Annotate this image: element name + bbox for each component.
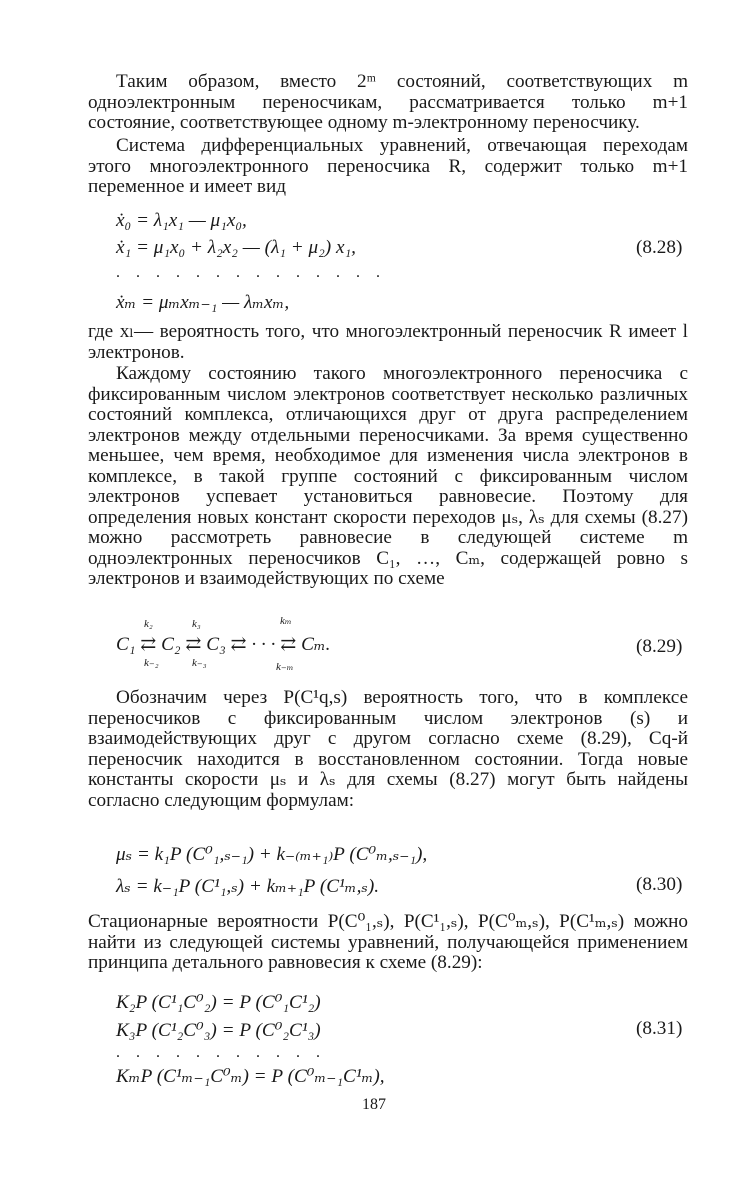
equation-8-28-line-2: ẋ₁ = μ₁x₀ + λ₂x₂ — (λ₁ + μ₂) x₁, <box>116 237 356 258</box>
paragraph-3-text: где xₗ— вероятность того, что многоэлектронный переносчик R имеет l электронов. <box>88 321 688 363</box>
paragraph-1 <box>88 72 688 134</box>
equation-number-8-29: (8.29) <box>636 636 683 657</box>
equation-8-28-line-3: ẋₘ = μₘxₘ₋₁ — λₘxₘ, <box>116 292 290 313</box>
paragraph-1-text: Таким образом, вместо 2ᵐ состояний, соответствующих m одноэлектронным переносчикам, рассматривается только m+1 состояние, соответствующее одному m-электронному переносчику. <box>88 71 688 133</box>
equation-8-28-ellipsis: . . . . . . . . . . . . . . <box>116 264 386 281</box>
equation-8-31-line-2: K₃P (C¹₂C⁰₃) = P (C⁰₂C¹₃) <box>116 1020 321 1041</box>
scheme-body: C₁ ⇄ C₂ ⇄ C₃ ⇄ · · · ⇄ Cₘ. <box>116 634 331 655</box>
scheme-rate-top-2: k₃ <box>192 618 201 630</box>
paragraph-5 <box>88 688 688 811</box>
paragraph-6 <box>88 912 688 974</box>
page-number: 187 <box>362 1096 386 1113</box>
scheme-rate-bottom-1: k₋₂ <box>144 657 159 669</box>
equation-8-31-line-3: KₘP (C¹ₘ₋₁C⁰ₘ) = P (C⁰ₘ₋₁C¹ₘ), <box>116 1066 385 1087</box>
equation-number-8-30: (8.30) <box>636 874 683 895</box>
equation-8-28-line-1: ẋ₀ = λ₁x₁ — μ₁x₀, <box>116 210 247 231</box>
paragraph-4-text: Каждому состоянию такого многоэлектронного переносчика с фиксированным числом электронов соответствует несколько различных состояний комплекса, отличающихся друг от друга распределением электронов между отдельными переносчиками. За время существенно меньшее, чем время, необходимое для изменения числа электронов в комплексе, в такой группе состояний с фиксированным числом электронов успевает установиться равновесие. Поэтому для определения новых констант скорости переходов μₛ, λₛ для схемы (8.27) можно рассмотреть равновесие в следующей системе m одноэлектронных переносчиков C₁, …, Cₘ, содержащей ровно s электронов и взаимодействующих по схеме <box>88 363 688 589</box>
equation-8-31-line-1: K₂P (C¹₁C⁰₂) = P (C⁰₁C¹₂) <box>116 992 321 1013</box>
scheme-rate-top-3: kₘ <box>280 615 292 627</box>
scheme-rate-top-1: k₂ <box>144 618 153 630</box>
equation-number-8-31: (8.31) <box>636 1018 683 1039</box>
equation-8-30-line-1: μₛ = k₁P (C⁰₁,ₛ₋₁) + k₋₍ₘ₊₁₎P (C⁰ₘ,ₛ₋₁), <box>116 844 428 865</box>
paragraph-5-text: Обозначим через P(C¹q,s) вероятность того, что в комплексе переносчиков с фиксированным числом электронов (s) и взаимодействующих друг с другом согласно схеме (8.29), Cq-й переносчик находится в восстановленном состоянии. Тогда новые константы скорости μₛ и λₛ для схемы (8.27) могут быть найдены согласно следующим формулам: <box>88 687 688 811</box>
scheme-rate-bottom-3: k₋ₘ <box>276 661 294 673</box>
equation-8-30-line-2: λₛ = k₋₁P (C¹₁,ₛ) + kₘ₊₁P (C¹ₘ,ₛ). <box>116 876 380 897</box>
paragraph-2 <box>88 136 688 198</box>
paragraph-3 <box>88 322 688 363</box>
equation-8-31-ellipsis: . . . . . . . . . . . <box>116 1044 326 1061</box>
paragraph-6-text: Стационарные вероятности P(C⁰₁,ₛ), P(C¹₁,ₛ), P(C⁰ₘ,ₛ), P(C¹ₘ,ₛ) можно найти из следующей системы уравнений, получающейся применением принципа детального равновесия к схеме (8.29): <box>88 911 688 973</box>
scheme-rate-bottom-2: k₋₃ <box>192 657 207 669</box>
paragraph-2-text: Система дифференциальных уравнений, отвечающая переходам этого многоэлектронного переносчика R, содержит только m+1 переменное и имеет вид <box>88 135 688 197</box>
equation-number-8-28: (8.28) <box>636 237 683 258</box>
reaction-scheme-8-29 <box>116 615 356 673</box>
paragraph-4 <box>88 364 688 590</box>
